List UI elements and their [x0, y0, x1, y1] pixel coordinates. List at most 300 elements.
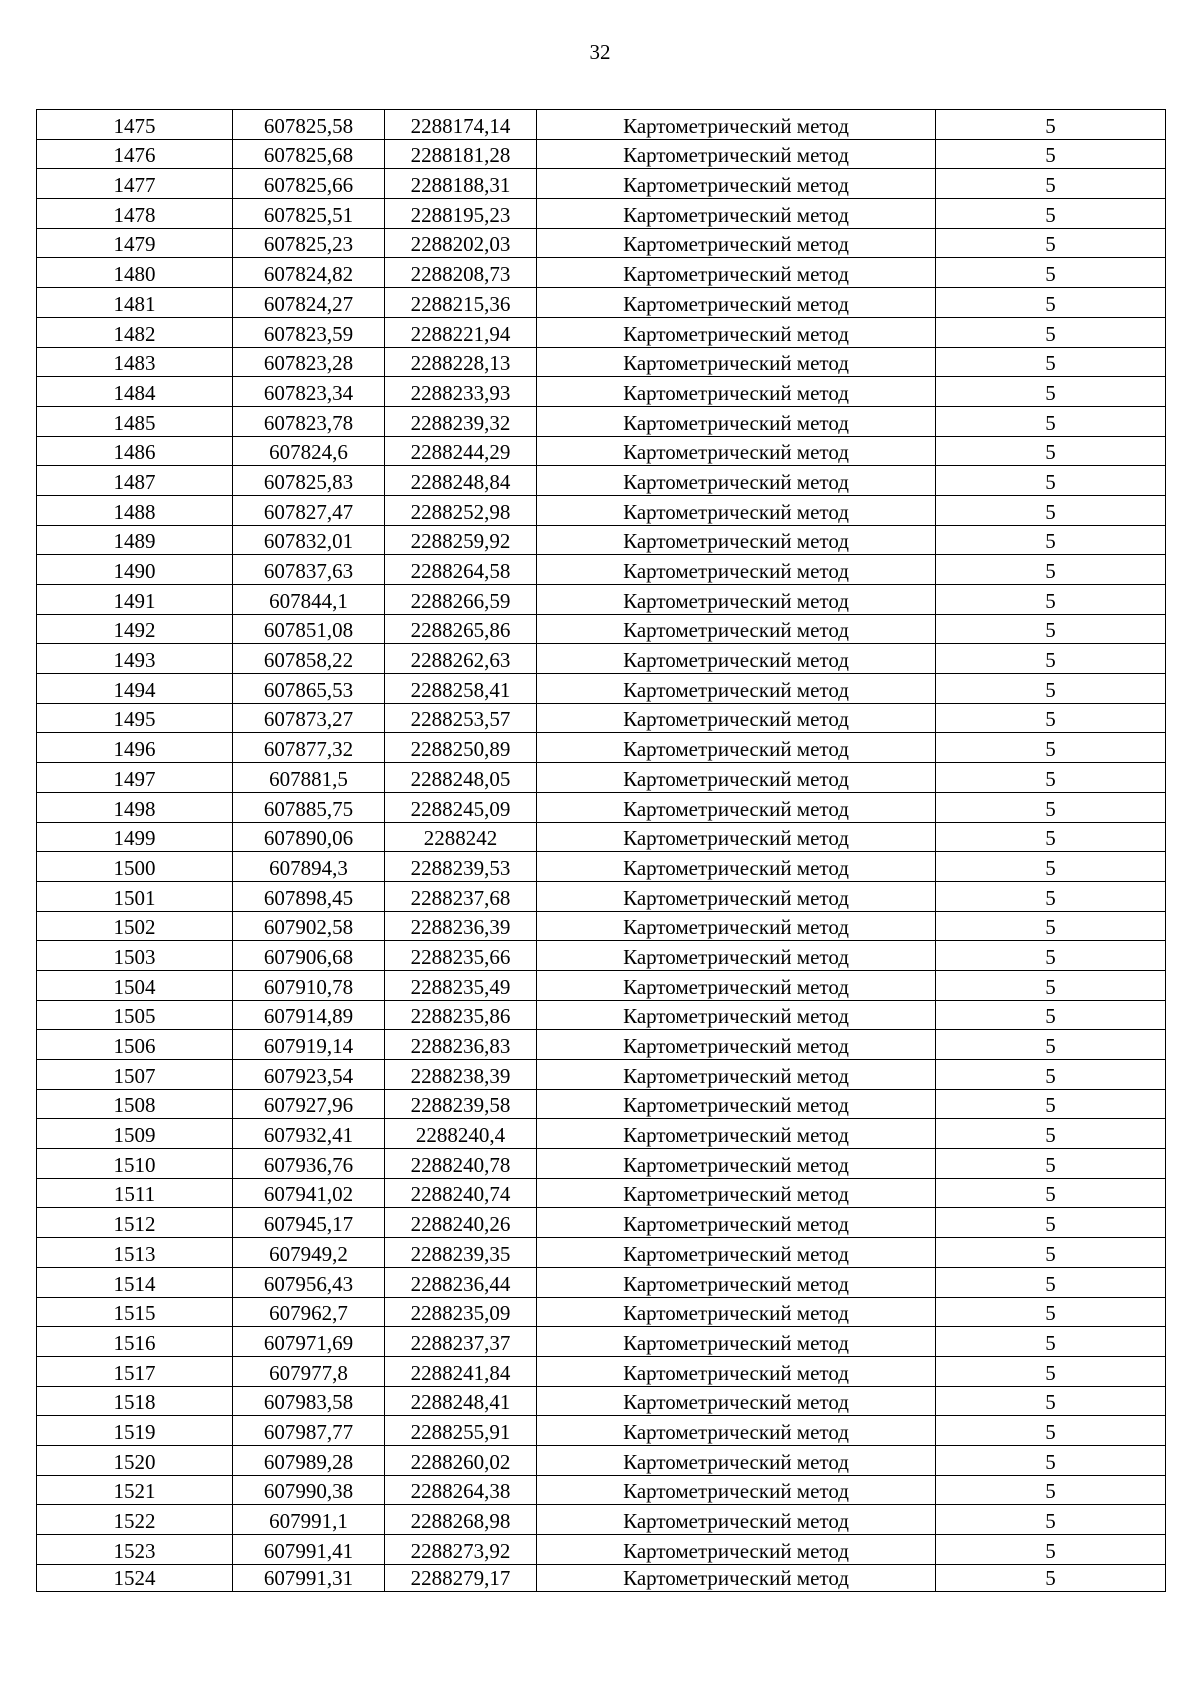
point-number-cell: 1481 [37, 288, 233, 318]
y-coordinate-cell: 2288188,31 [385, 169, 537, 199]
accuracy-cell: 5 [936, 674, 1166, 704]
accuracy-cell: 5 [936, 852, 1166, 882]
accuracy-cell: 5 [936, 733, 1166, 763]
accuracy-cell: 5 [936, 1564, 1166, 1591]
point-number-cell: 1515 [37, 1297, 233, 1327]
method-cell: Картометрический метод [537, 1089, 936, 1119]
y-coordinate-cell: 2288233,93 [385, 377, 537, 407]
method-cell: Картометрический метод [537, 703, 936, 733]
point-number-cell: 1513 [37, 1238, 233, 1268]
accuracy-cell: 5 [936, 614, 1166, 644]
table-row [37, 941, 1166, 971]
table-row [37, 644, 1166, 674]
table-row [37, 822, 1166, 852]
point-number-cell: 1505 [37, 1000, 233, 1030]
method-cell: Картометрический метод [537, 1505, 936, 1535]
accuracy-cell: 5 [936, 228, 1166, 258]
point-number-cell: 1512 [37, 1208, 233, 1238]
method-cell: Картометрический метод [537, 941, 936, 971]
accuracy-cell: 5 [936, 1178, 1166, 1208]
method-cell: Картометрический метод [537, 525, 936, 555]
y-coordinate-cell: 2288248,41 [385, 1386, 537, 1416]
point-number-cell: 1484 [37, 377, 233, 407]
table-row [37, 1564, 1166, 1591]
table-row [37, 792, 1166, 822]
method-cell: Картометрический метод [537, 763, 936, 793]
accuracy-cell: 5 [936, 1297, 1166, 1327]
x-coordinate-cell: 607894,3 [233, 852, 385, 882]
accuracy-cell: 5 [936, 1208, 1166, 1238]
point-number-cell: 1517 [37, 1356, 233, 1386]
x-coordinate-cell: 607989,28 [233, 1445, 385, 1475]
x-coordinate-cell: 607881,5 [233, 763, 385, 793]
accuracy-cell: 5 [936, 555, 1166, 585]
point-number-cell: 1492 [37, 614, 233, 644]
x-coordinate-cell: 607919,14 [233, 1030, 385, 1060]
accuracy-cell: 5 [936, 406, 1166, 436]
y-coordinate-cell: 2288239,35 [385, 1238, 537, 1268]
method-cell: Картометрический метод [537, 495, 936, 525]
x-coordinate-cell: 607832,01 [233, 525, 385, 555]
accuracy-cell: 5 [936, 495, 1166, 525]
x-coordinate-cell: 607877,32 [233, 733, 385, 763]
accuracy-cell: 5 [936, 703, 1166, 733]
method-cell: Картометрический метод [537, 228, 936, 258]
accuracy-cell: 5 [936, 585, 1166, 615]
x-coordinate-cell: 607823,59 [233, 317, 385, 347]
accuracy-cell: 5 [936, 347, 1166, 377]
point-number-cell: 1494 [37, 674, 233, 704]
point-number-cell: 1504 [37, 970, 233, 1000]
table-row [37, 1030, 1166, 1060]
table-row [37, 911, 1166, 941]
y-coordinate-cell: 2288259,92 [385, 525, 537, 555]
point-number-cell: 1500 [37, 852, 233, 882]
x-coordinate-cell: 607898,45 [233, 881, 385, 911]
table-row [37, 1505, 1166, 1535]
y-coordinate-cell: 2288245,09 [385, 792, 537, 822]
x-coordinate-cell: 607949,2 [233, 1238, 385, 1268]
x-coordinate-cell: 607890,06 [233, 822, 385, 852]
x-coordinate-cell: 607825,66 [233, 169, 385, 199]
table-row [37, 1327, 1166, 1357]
table-row [37, 614, 1166, 644]
table-row [37, 1386, 1166, 1416]
accuracy-cell: 5 [936, 199, 1166, 229]
method-cell: Картометрический метод [537, 1445, 936, 1475]
accuracy-cell: 5 [936, 110, 1166, 140]
table-row [37, 288, 1166, 318]
table-row [37, 1060, 1166, 1090]
y-coordinate-cell: 2288215,36 [385, 288, 537, 318]
x-coordinate-cell: 607824,6 [233, 436, 385, 466]
point-number-cell: 1499 [37, 822, 233, 852]
y-coordinate-cell: 2288235,09 [385, 1297, 537, 1327]
table-row [37, 406, 1166, 436]
page-number: 32 [589, 40, 611, 64]
point-number-cell: 1518 [37, 1386, 233, 1416]
accuracy-cell: 5 [936, 466, 1166, 496]
table-row [37, 377, 1166, 407]
table-row [37, 525, 1166, 555]
x-coordinate-cell: 607825,58 [233, 110, 385, 140]
point-number-cell: 1489 [37, 525, 233, 555]
accuracy-cell: 5 [936, 822, 1166, 852]
point-number-cell: 1520 [37, 1445, 233, 1475]
x-coordinate-cell: 607825,51 [233, 199, 385, 229]
x-coordinate-cell: 607956,43 [233, 1267, 385, 1297]
x-coordinate-cell: 607983,58 [233, 1386, 385, 1416]
method-cell: Картометрический метод [537, 258, 936, 288]
x-coordinate-cell: 607827,47 [233, 495, 385, 525]
table-row [37, 466, 1166, 496]
method-cell: Картометрический метод [537, 644, 936, 674]
table-row [37, 347, 1166, 377]
x-coordinate-cell: 607865,53 [233, 674, 385, 704]
point-number-cell: 1487 [37, 466, 233, 496]
table-row [37, 1208, 1166, 1238]
point-number-cell: 1519 [37, 1416, 233, 1446]
x-coordinate-cell: 607991,1 [233, 1505, 385, 1535]
method-cell: Картометрический метод [537, 1119, 936, 1149]
y-coordinate-cell: 2288221,94 [385, 317, 537, 347]
accuracy-cell: 5 [936, 1060, 1166, 1090]
table-row [37, 703, 1166, 733]
accuracy-cell: 5 [936, 317, 1166, 347]
x-coordinate-cell: 607851,08 [233, 614, 385, 644]
method-cell: Картометрический метод [537, 614, 936, 644]
point-number-cell: 1488 [37, 495, 233, 525]
method-cell: Картометрический метод [537, 852, 936, 882]
y-coordinate-cell: 2288239,58 [385, 1089, 537, 1119]
point-number-cell: 1496 [37, 733, 233, 763]
y-coordinate-cell: 2288181,28 [385, 139, 537, 169]
accuracy-cell: 5 [936, 970, 1166, 1000]
point-number-cell: 1477 [37, 169, 233, 199]
method-cell: Картометрический метод [537, 733, 936, 763]
x-coordinate-cell: 607977,8 [233, 1356, 385, 1386]
point-number-cell: 1509 [37, 1119, 233, 1149]
y-coordinate-cell: 2288237,37 [385, 1327, 537, 1357]
table-row [37, 258, 1166, 288]
x-coordinate-cell: 607823,28 [233, 347, 385, 377]
y-coordinate-cell: 2288208,73 [385, 258, 537, 288]
point-number-cell: 1483 [37, 347, 233, 377]
method-cell: Картометрический метод [537, 674, 936, 704]
method-cell: Картометрический метод [537, 406, 936, 436]
method-cell: Картометрический метод [537, 1208, 936, 1238]
y-coordinate-cell: 2288228,13 [385, 347, 537, 377]
point-number-cell: 1476 [37, 139, 233, 169]
method-cell: Картометрический метод [537, 1327, 936, 1357]
accuracy-cell: 5 [936, 1119, 1166, 1149]
point-number-cell: 1479 [37, 228, 233, 258]
table-row [37, 1178, 1166, 1208]
y-coordinate-cell: 2288235,49 [385, 970, 537, 1000]
x-coordinate-cell: 607825,83 [233, 466, 385, 496]
x-coordinate-cell: 607902,58 [233, 911, 385, 941]
x-coordinate-cell: 607825,68 [233, 139, 385, 169]
point-number-cell: 1510 [37, 1149, 233, 1179]
table-row [37, 228, 1166, 258]
point-number-cell: 1508 [37, 1089, 233, 1119]
table-row [37, 1445, 1166, 1475]
y-coordinate-cell: 2288252,98 [385, 495, 537, 525]
table-row [37, 1149, 1166, 1179]
x-coordinate-cell: 607941,02 [233, 1178, 385, 1208]
y-coordinate-cell: 2288240,4 [385, 1119, 537, 1149]
accuracy-cell: 5 [936, 881, 1166, 911]
table-row [37, 585, 1166, 615]
point-number-cell: 1503 [37, 941, 233, 971]
y-coordinate-cell: 2288235,86 [385, 1000, 537, 1030]
method-cell: Картометрический метод [537, 585, 936, 615]
accuracy-cell: 5 [936, 1535, 1166, 1565]
table-row [37, 1297, 1166, 1327]
table-row [37, 1238, 1166, 1268]
table-row [37, 1356, 1166, 1386]
point-number-cell: 1511 [37, 1178, 233, 1208]
x-coordinate-cell: 607906,68 [233, 941, 385, 971]
point-number-cell: 1507 [37, 1060, 233, 1090]
method-cell: Картометрический метод [537, 555, 936, 585]
accuracy-cell: 5 [936, 1416, 1166, 1446]
x-coordinate-cell: 607823,78 [233, 406, 385, 436]
x-coordinate-cell: 607844,1 [233, 585, 385, 615]
method-cell: Картометрический метод [537, 881, 936, 911]
table-row [37, 881, 1166, 911]
point-number-cell: 1486 [37, 436, 233, 466]
accuracy-cell: 5 [936, 1475, 1166, 1505]
point-number-cell: 1475 [37, 110, 233, 140]
accuracy-cell: 5 [936, 1238, 1166, 1268]
x-coordinate-cell: 607914,89 [233, 1000, 385, 1030]
y-coordinate-cell: 2288236,44 [385, 1267, 537, 1297]
table-row [37, 852, 1166, 882]
table-row [37, 436, 1166, 466]
table-row [37, 555, 1166, 585]
table-row [37, 970, 1166, 1000]
x-coordinate-cell: 607991,31 [233, 1564, 385, 1591]
method-cell: Картометрический метод [537, 377, 936, 407]
accuracy-cell: 5 [936, 288, 1166, 318]
table-row [37, 110, 1166, 140]
y-coordinate-cell: 2288240,74 [385, 1178, 537, 1208]
point-number-cell: 1498 [37, 792, 233, 822]
table-row [37, 1416, 1166, 1446]
table-row [37, 1089, 1166, 1119]
point-number-cell: 1523 [37, 1535, 233, 1565]
x-coordinate-cell: 607932,41 [233, 1119, 385, 1149]
method-cell: Картометрический метод [537, 110, 936, 140]
accuracy-cell: 5 [936, 1356, 1166, 1386]
x-coordinate-cell: 607825,23 [233, 228, 385, 258]
x-coordinate-cell: 607837,63 [233, 555, 385, 585]
point-number-cell: 1482 [37, 317, 233, 347]
table-row [37, 317, 1166, 347]
accuracy-cell: 5 [936, 377, 1166, 407]
point-number-cell: 1516 [37, 1327, 233, 1357]
table-row [37, 1535, 1166, 1565]
method-cell: Картометрический метод [537, 347, 936, 377]
point-number-cell: 1480 [37, 258, 233, 288]
accuracy-cell: 5 [936, 1386, 1166, 1416]
method-cell: Картометрический метод [537, 288, 936, 318]
y-coordinate-cell: 2288265,86 [385, 614, 537, 644]
point-number-cell: 1491 [37, 585, 233, 615]
x-coordinate-cell: 607962,7 [233, 1297, 385, 1327]
y-coordinate-cell: 2288248,05 [385, 763, 537, 793]
x-coordinate-cell: 607936,76 [233, 1149, 385, 1179]
method-cell: Картометрический метод [537, 169, 936, 199]
y-coordinate-cell: 2288264,58 [385, 555, 537, 585]
y-coordinate-cell: 2288264,38 [385, 1475, 537, 1505]
x-coordinate-cell: 607971,69 [233, 1327, 385, 1357]
x-coordinate-cell: 607990,38 [233, 1475, 385, 1505]
method-cell: Картометрический метод [537, 822, 936, 852]
y-coordinate-cell: 2288262,63 [385, 644, 537, 674]
x-coordinate-cell: 607873,27 [233, 703, 385, 733]
point-number-cell: 1506 [37, 1030, 233, 1060]
y-coordinate-cell: 2288268,98 [385, 1505, 537, 1535]
y-coordinate-cell: 2288237,68 [385, 881, 537, 911]
y-coordinate-cell: 2288258,41 [385, 674, 537, 704]
method-cell: Картометрический метод [537, 317, 936, 347]
table-row [37, 1119, 1166, 1149]
accuracy-cell: 5 [936, 1149, 1166, 1179]
y-coordinate-cell: 2288248,84 [385, 466, 537, 496]
table-row [37, 733, 1166, 763]
y-coordinate-cell: 2288279,17 [385, 1564, 537, 1591]
method-cell: Картометрический метод [537, 1267, 936, 1297]
y-coordinate-cell: 2288253,57 [385, 703, 537, 733]
x-coordinate-cell: 607885,75 [233, 792, 385, 822]
y-coordinate-cell: 2288236,83 [385, 1030, 537, 1060]
y-coordinate-cell: 2288266,59 [385, 585, 537, 615]
y-coordinate-cell: 2288250,89 [385, 733, 537, 763]
method-cell: Картометрический метод [537, 1356, 936, 1386]
accuracy-cell: 5 [936, 1327, 1166, 1357]
y-coordinate-cell: 2288242 [385, 822, 537, 852]
x-coordinate-cell: 607823,34 [233, 377, 385, 407]
table-row [37, 169, 1166, 199]
x-coordinate-cell: 607991,41 [233, 1535, 385, 1565]
y-coordinate-cell: 2288244,29 [385, 436, 537, 466]
method-cell: Картометрический метод [537, 1030, 936, 1060]
method-cell: Картометрический метод [537, 792, 936, 822]
table-row [37, 495, 1166, 525]
point-number-cell: 1478 [37, 199, 233, 229]
method-cell: Картометрический метод [537, 1178, 936, 1208]
table-row [37, 1000, 1166, 1030]
table-row [37, 1475, 1166, 1505]
point-number-cell: 1524 [37, 1564, 233, 1591]
y-coordinate-cell: 2288202,03 [385, 228, 537, 258]
y-coordinate-cell: 2288235,66 [385, 941, 537, 971]
method-cell: Картометрический метод [537, 1238, 936, 1268]
table-row [37, 674, 1166, 704]
y-coordinate-cell: 2288236,39 [385, 911, 537, 941]
coordinates-table-body [37, 110, 1166, 1592]
y-coordinate-cell: 2288240,78 [385, 1149, 537, 1179]
point-number-cell: 1501 [37, 881, 233, 911]
method-cell: Картометрический метод [537, 199, 936, 229]
method-cell: Картометрический метод [537, 1000, 936, 1030]
point-number-cell: 1485 [37, 406, 233, 436]
accuracy-cell: 5 [936, 169, 1166, 199]
accuracy-cell: 5 [936, 941, 1166, 971]
accuracy-cell: 5 [936, 1000, 1166, 1030]
accuracy-cell: 5 [936, 763, 1166, 793]
accuracy-cell: 5 [936, 436, 1166, 466]
accuracy-cell: 5 [936, 1505, 1166, 1535]
x-coordinate-cell: 607824,27 [233, 288, 385, 318]
accuracy-cell: 5 [936, 1267, 1166, 1297]
method-cell: Картометрический метод [537, 970, 936, 1000]
y-coordinate-cell: 2288273,92 [385, 1535, 537, 1565]
accuracy-cell: 5 [936, 644, 1166, 674]
coordinates-table [36, 109, 1166, 1592]
method-cell: Картометрический метод [537, 911, 936, 941]
x-coordinate-cell: 607824,82 [233, 258, 385, 288]
method-cell: Картометрический метод [537, 1297, 936, 1327]
table-row [37, 139, 1166, 169]
y-coordinate-cell: 2288260,02 [385, 1445, 537, 1475]
point-number-cell: 1493 [37, 644, 233, 674]
accuracy-cell: 5 [936, 258, 1166, 288]
method-cell: Картометрический метод [537, 139, 936, 169]
x-coordinate-cell: 607927,96 [233, 1089, 385, 1119]
method-cell: Картометрический метод [537, 1060, 936, 1090]
point-number-cell: 1497 [37, 763, 233, 793]
method-cell: Картометрический метод [537, 1416, 936, 1446]
y-coordinate-cell: 2288241,84 [385, 1356, 537, 1386]
point-number-cell: 1521 [37, 1475, 233, 1505]
method-cell: Картометрический метод [537, 1386, 936, 1416]
y-coordinate-cell: 2288238,39 [385, 1060, 537, 1090]
accuracy-cell: 5 [936, 139, 1166, 169]
accuracy-cell: 5 [936, 1030, 1166, 1060]
x-coordinate-cell: 607945,17 [233, 1208, 385, 1238]
x-coordinate-cell: 607987,77 [233, 1416, 385, 1446]
y-coordinate-cell: 2288174,14 [385, 110, 537, 140]
method-cell: Картометрический метод [537, 1475, 936, 1505]
table-row [37, 199, 1166, 229]
y-coordinate-cell: 2288255,91 [385, 1416, 537, 1446]
method-cell: Картометрический метод [537, 1564, 936, 1591]
point-number-cell: 1502 [37, 911, 233, 941]
accuracy-cell: 5 [936, 1445, 1166, 1475]
x-coordinate-cell: 607858,22 [233, 644, 385, 674]
method-cell: Картометрический метод [537, 466, 936, 496]
point-number-cell: 1514 [37, 1267, 233, 1297]
point-number-cell: 1495 [37, 703, 233, 733]
method-cell: Картометрический метод [537, 1535, 936, 1565]
table-row [37, 763, 1166, 793]
y-coordinate-cell: 2288239,32 [385, 406, 537, 436]
table-row [37, 1267, 1166, 1297]
point-number-cell: 1522 [37, 1505, 233, 1535]
x-coordinate-cell: 607923,54 [233, 1060, 385, 1090]
x-coordinate-cell: 607910,78 [233, 970, 385, 1000]
y-coordinate-cell: 2288195,23 [385, 199, 537, 229]
accuracy-cell: 5 [936, 1089, 1166, 1119]
method-cell: Картометрический метод [537, 1149, 936, 1179]
accuracy-cell: 5 [936, 911, 1166, 941]
method-cell: Картометрический метод [537, 436, 936, 466]
point-number-cell: 1490 [37, 555, 233, 585]
accuracy-cell: 5 [936, 792, 1166, 822]
